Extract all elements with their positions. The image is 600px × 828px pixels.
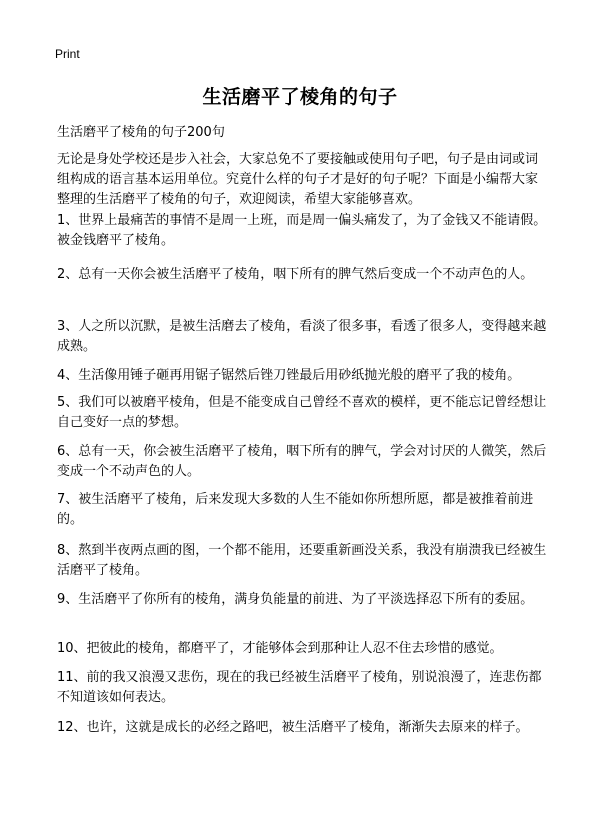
list-item: 5、我们可以被磨平棱角，但是不能变成自己曾经不喜欢的模样，更不能忘记曾经想让自己变好一点的梦想。 bbox=[57, 395, 547, 430]
intro-paragraph: 无论是身处学校还是步入社会，大家总免不了要接触或使用句子吧，句子是由词或词组构成的语言基本运用单位。究竟什么样的句子才是好的句子呢？下面是小编帮大家整理的生活磨平了棱角的句子，欢迎阅读，希望大家能够喜欢。 bbox=[57, 152, 539, 207]
list-item: 11、前的我又浪漫又悲伤，现在的我已经被生活磨平了棱角，别说浪漫了，连悲伤都不知道该如何表达。 bbox=[57, 670, 542, 705]
subtitle: 生活磨平了棱角的句子200句 bbox=[57, 125, 225, 140]
list-item: 12、也许，这就是成长的必经之路吧，被生活磨平了棱角，渐渐失去原来的样子。 bbox=[57, 720, 529, 735]
list-item: 6、总有一天，你会被生活磨平了棱角，咽下所有的脾气，学会对讨厌的人微笑，然后变成一个不动声色的人。 bbox=[57, 444, 547, 479]
list-item: 3、人之所以沉默，是被生活磨去了棱角，看淡了很多事，看透了很多人，变得越来越成熟。 bbox=[57, 319, 547, 354]
list-item: 8、熬到半夜两点画的图，一个都不能用，还要重新画没关系，我没有崩溃我已经被生活磨平了棱角。 bbox=[57, 543, 547, 578]
list-item: 9、生活磨平了你所有的棱角，满身负能量的前进、为了平淡选择忍下所有的委屈。 bbox=[57, 592, 534, 607]
page-title: 生活磨平了棱角的句子 bbox=[202, 86, 398, 108]
list-item: 1、世界上最痛苦的事情不是周一上班，而是周一偏头痛发了，为了金钱又不能请假。被金钱磨平了棱角。 bbox=[57, 213, 547, 248]
print-link[interactable]: Print bbox=[55, 47, 80, 61]
list-item: 7、被生活磨平了棱角，后来发现大多数的人生不能如你所想所愿，都是被推着前进的。 bbox=[57, 492, 534, 527]
list-item: 2、总有一天你会被生活磨平了棱角，咽下所有的脾气然后变成一个不动声色的人。 bbox=[57, 267, 534, 282]
list-item: 10、把彼此的棱角，都磨平了，才能够体会到那种让人忍不住去珍惜的感觉。 bbox=[57, 641, 503, 656]
list-item: 4、生活像用锤子砸再用锯子锯然后锉刀锉最后用砂纸抛光般的磨平了我的棱角。 bbox=[57, 368, 521, 383]
